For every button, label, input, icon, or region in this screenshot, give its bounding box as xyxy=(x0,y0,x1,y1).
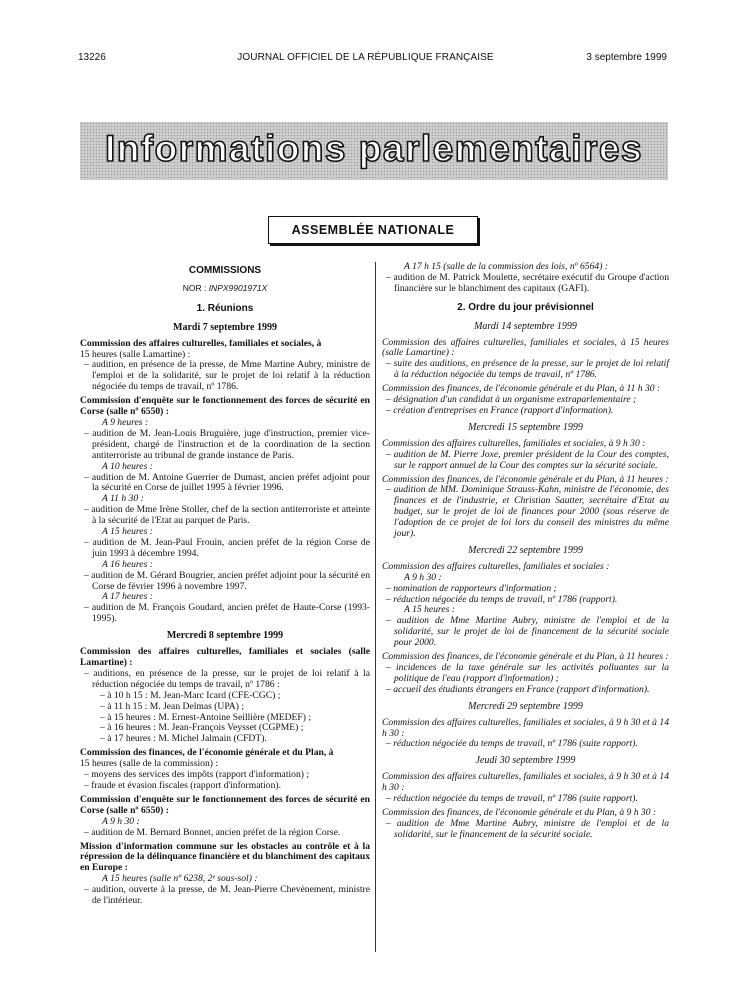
time-slot: A 9 h 30 : xyxy=(102,815,140,827)
agenda-item: – audition de M. Pierre Joxe, premier président de la Cour des comptes, sur le rapport annuel de la Cour des comptes sur la sécurité sociale. xyxy=(386,448,669,471)
agenda-item: – audition, en présence de la presse, de Mme Martine Aubry, ministre de l'emploi et de la solidarité, sur le projet de loi relatif à la réduction négociée du temps de travail, nº 1786. xyxy=(84,359,370,393)
agenda-subitem: – à 16 heures : M. Jean-François Veysset (CGPME) ; xyxy=(100,722,304,734)
agenda-item: – audition, ouverte à la presse, de M. Jean-Pierre Chevènement, ministre de l'intérieur. xyxy=(84,884,370,907)
time-slot: A 17 h 15 (salle de la commission des lois, nº 6564) : xyxy=(404,261,608,272)
day-heading: Mercredi 22 septembre 1999 xyxy=(468,544,583,556)
agenda-item: – accueil des étudiants étrangers en France (rapport d'information). xyxy=(386,683,650,695)
time-slot: A 15 heures : xyxy=(404,604,455,616)
section-1-title: 1. Réunions xyxy=(196,302,254,314)
column-divider xyxy=(375,262,376,952)
agenda-item: – audition de M. Jean-Louis Bruguière, juge d'instruction, premier vice-président, chargé de l'instruction et de la coordination de la section antiterroriste au tribunal de grande instance de Paris. xyxy=(84,427,370,461)
committee-title: Commission des finances, de l'économie générale et du Plan, à xyxy=(80,747,334,759)
issue-date: 3 septembre 1999 xyxy=(586,52,667,63)
committee-title: Commission d'enquête sur le fonctionnement des forces de sécurité en Corse (salle nº 6550) : xyxy=(80,395,370,418)
time-slot: A 17 heures : xyxy=(102,591,153,603)
committee-title: Commission des affaires culturelles, familiales et sociales, à 15 heures (salle Lamartine) : xyxy=(382,336,669,359)
agenda-item: – fraude et évasion fiscales (rapport d'information). xyxy=(84,779,281,791)
nor-reference xyxy=(80,283,370,294)
time-slot: A 11 h 30 : xyxy=(102,493,144,505)
agenda-item: – nomination de rapporteurs d'information ; xyxy=(386,582,557,594)
nor-label: NOR : xyxy=(182,282,209,293)
agenda-subitem: – à 11 h 15 : M. Jean Delmas (UPA) ; xyxy=(100,700,244,712)
committee-title: Commission des affaires culturelles, familiales et sociales, à 9 h 30 et à 14 h 30 : xyxy=(382,771,669,794)
nor-code: INPX9901971X xyxy=(208,282,268,293)
committee-title: Commission des finances, de l'économie générale et du Plan, à 9 h 30 : xyxy=(382,806,657,818)
agenda-item: – moyens des services des impôts (rapport d'information) ; xyxy=(84,769,310,781)
day-heading: Mercredi 29 septembre 1999 xyxy=(468,700,583,712)
agenda-subitem: – à 10 h 15 : M. Jean-Marc Icard (CFE-CGC) ; xyxy=(100,689,281,701)
committee-title-cont: 15 heures (salle de la commission) : xyxy=(80,758,219,770)
committee-title: Commission des affaires culturelles, familiales et sociales, à 9 h 30 et à 14 h 30 : xyxy=(382,716,669,739)
day-heading: Mercredi 15 septembre 1999 xyxy=(468,421,583,433)
commissions-heading: COMMISSIONS xyxy=(188,265,262,276)
day-heading: Mardi 14 septembre 1999 xyxy=(474,320,577,332)
time-slot: A 9 h 30 : xyxy=(404,571,442,583)
agenda-item: – réduction négociée du temps de travail, nº 1786 (suite rapport). xyxy=(386,738,638,750)
agenda-item: – création d'entreprises en France (rapport d'information). xyxy=(386,404,614,416)
agenda-item: – audition de Mme Martine Aubry, ministre de l'emploi et de la solidarité, sur le financement de la sécurité sociale. xyxy=(386,817,669,840)
page-header xyxy=(0,52,731,68)
banner-title: Informations parlementaires xyxy=(104,128,644,169)
committee-title: Commission des finances, de l'économie générale et du Plan, à 11 heures : xyxy=(382,473,669,485)
time-slot: A 15 heures (salle nº 6238, 2ᵉ sous-sol) : xyxy=(102,873,258,885)
right-column xyxy=(382,262,669,841)
day-heading: Mercredi 8 septembre 1999 xyxy=(166,630,284,642)
agenda-item: – audition de M. Jean-Paul Frouin, ancien préfet de la région Corse de juin 1993 à décembre 1994. xyxy=(84,536,370,559)
agenda-item: – audition de M. Gérard Bougrier, ancien préfet adjoint pour la sécurité en Corse de février 1996 à novembre 1997. xyxy=(84,569,370,592)
committee-title: Commission des affaires culturelles, familiales et sociales (salle Lamartine) : xyxy=(80,646,370,668)
agenda-item: – audition de M. Bernard Bonnet, ancien préfet de la région Corse. xyxy=(84,826,341,838)
agenda-item: – réduction négociée du temps de travail, nº 1786 (suite rapport). xyxy=(386,793,638,805)
committee-title: Mission d'information commune sur les obstacles au contrôle et à la répression de la délinquance financière et du blanchiment des capitaux en Europe : xyxy=(80,840,370,874)
day-heading: Jeudi 30 septembre 1999 xyxy=(475,755,576,767)
time-slot: A 16 heures : xyxy=(102,558,153,570)
agenda-item: – audition de Mme Martine Aubry, ministre de l'emploi et de la solidarité, sur le projet de loi de financement de la sécurité sociale pour 2000. xyxy=(386,615,669,649)
agenda-item: – suite des auditions, en présence de la presse, sur le projet de loi relatif à la réduction négociée du temps de travail, nº 1786. xyxy=(386,358,669,381)
agenda-item: – audition de M. Patrick Moulette, secrétaire exécutif du Groupe d'action financière sur le blanchiment des capitaux (GAFI). xyxy=(386,271,669,294)
time-slot: A 9 heures : xyxy=(102,416,149,428)
agenda-item: – audition de M. Antoine Guerrier de Dumast, ancien préfet adjoint pour la sécurité en Corse de juillet 1995 à février 1996. xyxy=(84,471,370,494)
agenda-item: – auditions, en présence de la presse, sur le projet de loi relatif à la réduction négociée du temps de travail, nº 1786 : xyxy=(84,667,370,690)
time-slot: A 10 heures : xyxy=(102,460,153,472)
agenda-item: – audition de M. François Goudard, ancien préfet de Haute-Corse (1993-1995). xyxy=(84,602,370,625)
committee-title: Commission d'enquête sur le fonctionnement des forces de sécurité en Corse (salle nº 6550) : xyxy=(80,793,370,816)
agenda-item: – incidences de la taxe générale sur les activités polluantes sur la politique de l'eau (rapport d'information) ; xyxy=(386,662,669,684)
journal-title: JOURNAL OFFICIEL DE LA RÉPUBLIQUE FRANÇAISE xyxy=(237,52,494,63)
time-slot: A 15 heures : xyxy=(102,526,153,538)
chamber-title: ASSEMBLÉE NATIONALE xyxy=(268,216,478,244)
agenda-item: – audition de MM. Dominique Strauss-Kahn, ministre de l'économie, des finances et de l'industrie, et Christian Sautter, secrétaire d'Etat au budget, sur le projet de loi de finances pour 2000 (sous réserve de l'adoption de ce projet de loi lors du conseil des ministres du même jour). xyxy=(386,484,669,540)
committee-title: Commission des affaires culturelles, familiales et sociales, à xyxy=(80,337,322,349)
committee-title-cont: 15 heures (salle Lamartine) : xyxy=(80,348,191,360)
page-number: 13226 xyxy=(78,52,106,63)
committee-title: Commission des finances, de l'économie générale et du Plan, à 11 heures : xyxy=(382,651,669,663)
section-2-title: 2. Ordre du jour prévisionnel xyxy=(457,301,594,313)
day-heading: Mardi 7 septembre 1999 xyxy=(173,321,277,333)
agenda-subitem: – à 15 heures : M. Ernest-Antoine Seillière (MEDEF) ; xyxy=(100,711,312,723)
committee-title: Commission des affaires culturelles, familiales et sociales : xyxy=(382,560,610,572)
committee-title: Commission des finances, de l'économie générale et du Plan, à 11 h 30 : xyxy=(382,383,661,395)
agenda-subitem: – à 17 heures : M. Michel Jalmain (CFDT). xyxy=(100,733,267,745)
agenda-item: – réduction négociée du temps de travail, nº 1786 (rapport). xyxy=(386,593,618,605)
agenda-item: – désignation d'un candidat à un organisme extraparlementaire ; xyxy=(386,394,637,406)
left-column xyxy=(80,262,370,907)
agenda-item: – audition de Mme Irène Stoller, chef de la section antiterroriste et atteinte à la sécurité de l'Etat au parquet de Paris. xyxy=(84,504,370,527)
committee-title: Commission des affaires culturelles, familiales et sociales, à 9 h 30 : xyxy=(382,437,646,449)
